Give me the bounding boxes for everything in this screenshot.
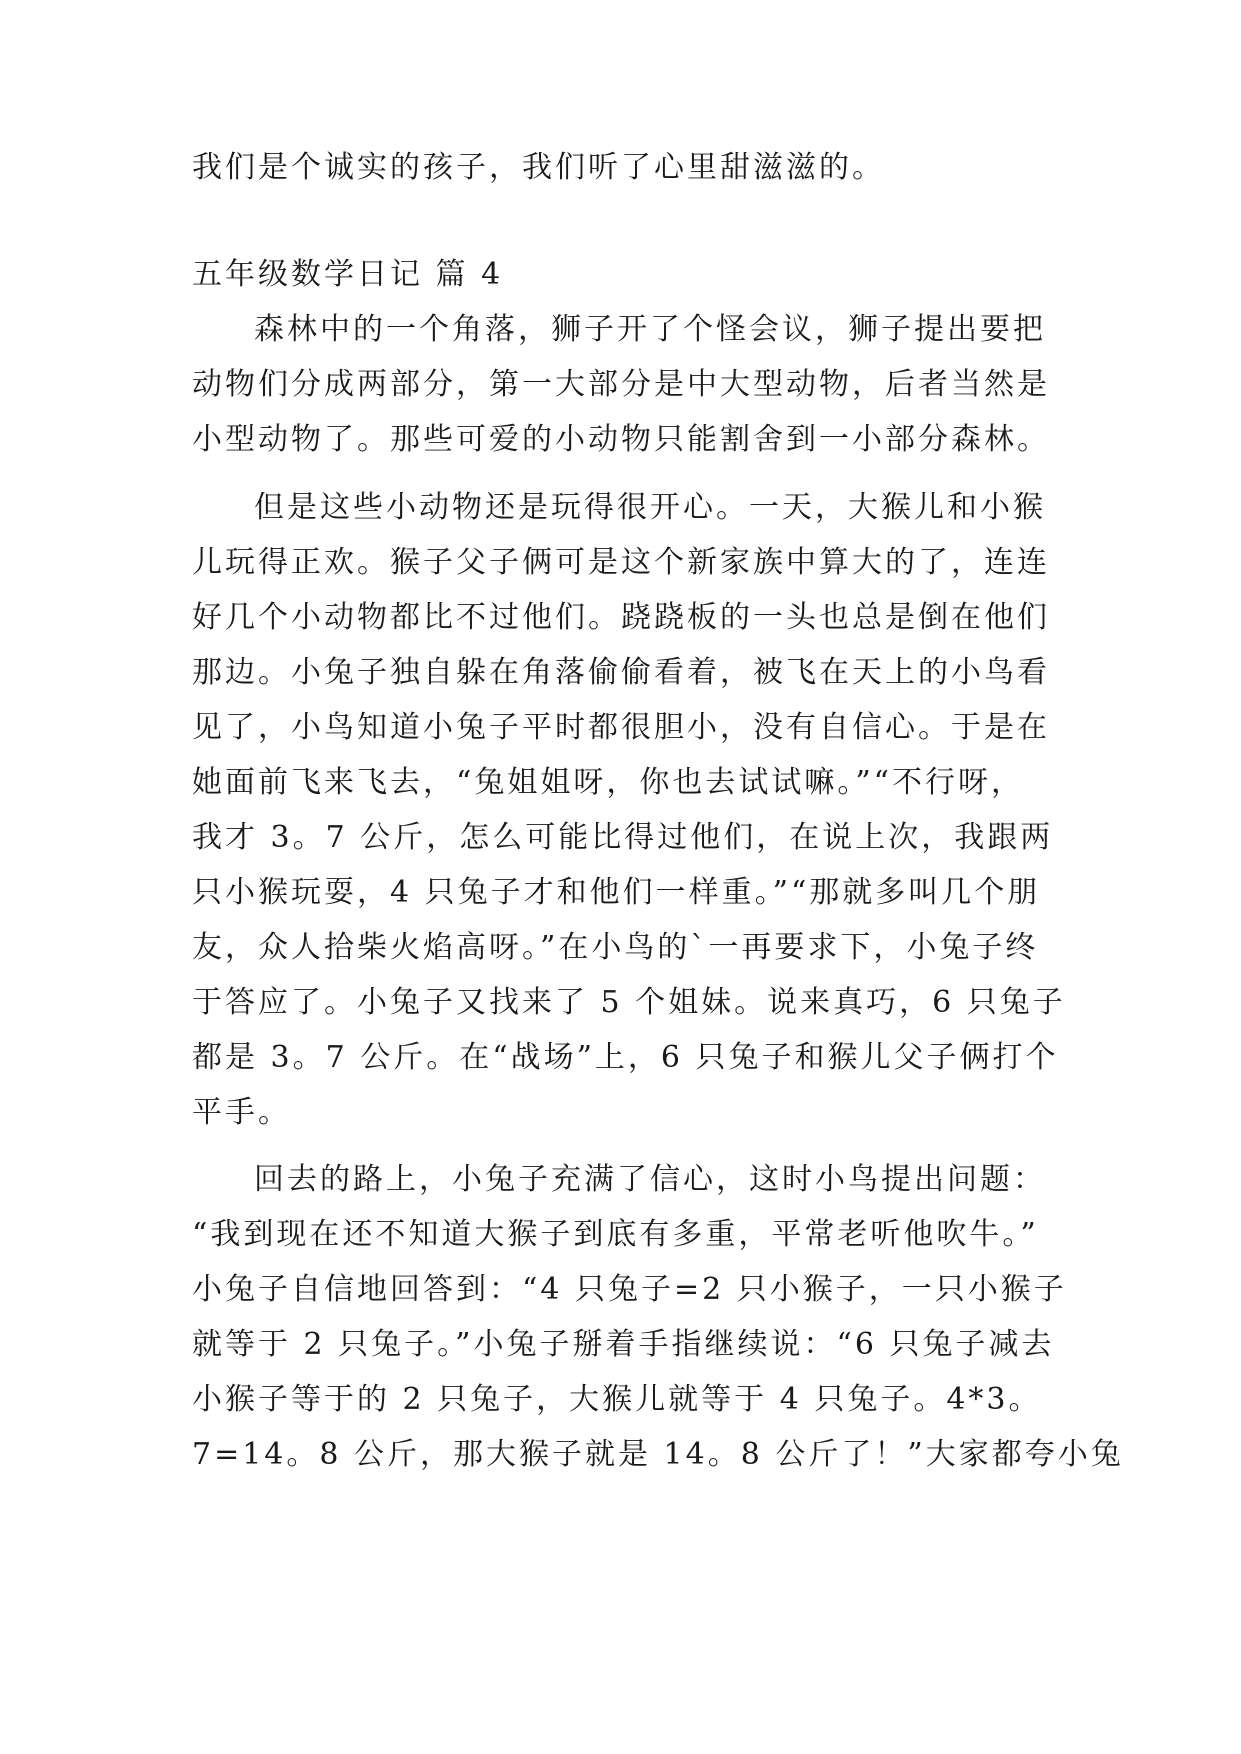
section-title: 五年级数学日记 篇 4 xyxy=(192,257,504,292)
paragraph-line: 都是 3。7 公斤。在“战场”上，6 只兔子和猴儿父子俩打个 xyxy=(192,1040,1059,1075)
paragraph-line: 友，众人拾柴火焰高呀。”在小鸟的`一再要求下，小兔子终 xyxy=(192,930,1039,965)
paragraph-line: 好几个小动物都比不过他们。跷跷板的一头也总是倒在他们 xyxy=(192,600,1050,635)
paragraph-line: 但是这些小动物还是玩得很开心。一天，大猴儿和小猴 xyxy=(254,490,1046,525)
paragraph-line: 见了，小鸟知道小兔子平时都很胆小，没有自信心。于是在 xyxy=(192,710,1050,745)
paragraph-line: 只小猴玩耍，4 只兔子才和他们一样重。”“那就多叫几个朋 xyxy=(192,875,1041,910)
paragraph-line: 我才 3。7 公斤，怎么可能比得过他们，在说上次，我跟两 xyxy=(192,820,1054,855)
paragraph-line: 就等于 2 只兔子。”小兔子掰着手指继续说：“6 只兔子减去 xyxy=(192,1327,1055,1362)
paragraph-line: “我到现在还不知道大猴子到底有多重，平常老听他吹牛。” xyxy=(192,1217,1039,1252)
paragraph-line: 森林中的一个角落，狮子开了个怪会议，狮子提出要把 xyxy=(254,312,1046,347)
paragraph-line: 回去的路上，小兔子充满了信心，这时小鸟提出问题： xyxy=(254,1162,1046,1197)
paragraph-line: 平手。 xyxy=(192,1095,291,1130)
paragraph-line: 小型动物了。那些可爱的小动物只能割舍到一小部分森林。 xyxy=(192,422,1050,457)
paragraph-line: 她面前飞来飞去，“兔姐姐呀，你也去试试嘛。”“不行呀， xyxy=(192,765,1025,800)
paragraph-line: 小猴子等于的 2 只兔子，大猴儿就等于 4 只兔子。4*3。 xyxy=(192,1382,1042,1417)
paragraph-line: 动物们分成两部分，第一大部分是中大型动物，后者当然是 xyxy=(192,367,1050,402)
paragraph-line: 那边。小兔子独自躲在角落偷偷看着，被飞在天上的小鸟看 xyxy=(192,655,1050,690)
paragraph-line: 儿玩得正欢。猴子父子俩可是这个新家族中算大的了，连连 xyxy=(192,545,1050,580)
paragraph-line: 小兔子自信地回答到：“4 只兔子=2 只小猴子，一只小猴子 xyxy=(192,1272,1067,1307)
paragraph-line: 7=14。8 公斤，那大猴子就是 14。8 公斤了！”大家都夸小兔 xyxy=(192,1437,1124,1472)
paragraph-line: 于答应了。小兔子又找来了 5 个姐妹。说来真巧，6 只兔子 xyxy=(192,985,1066,1020)
continuation-text: 我们是个诚实的孩子，我们听了心里甜滋滋的。 xyxy=(192,150,885,185)
